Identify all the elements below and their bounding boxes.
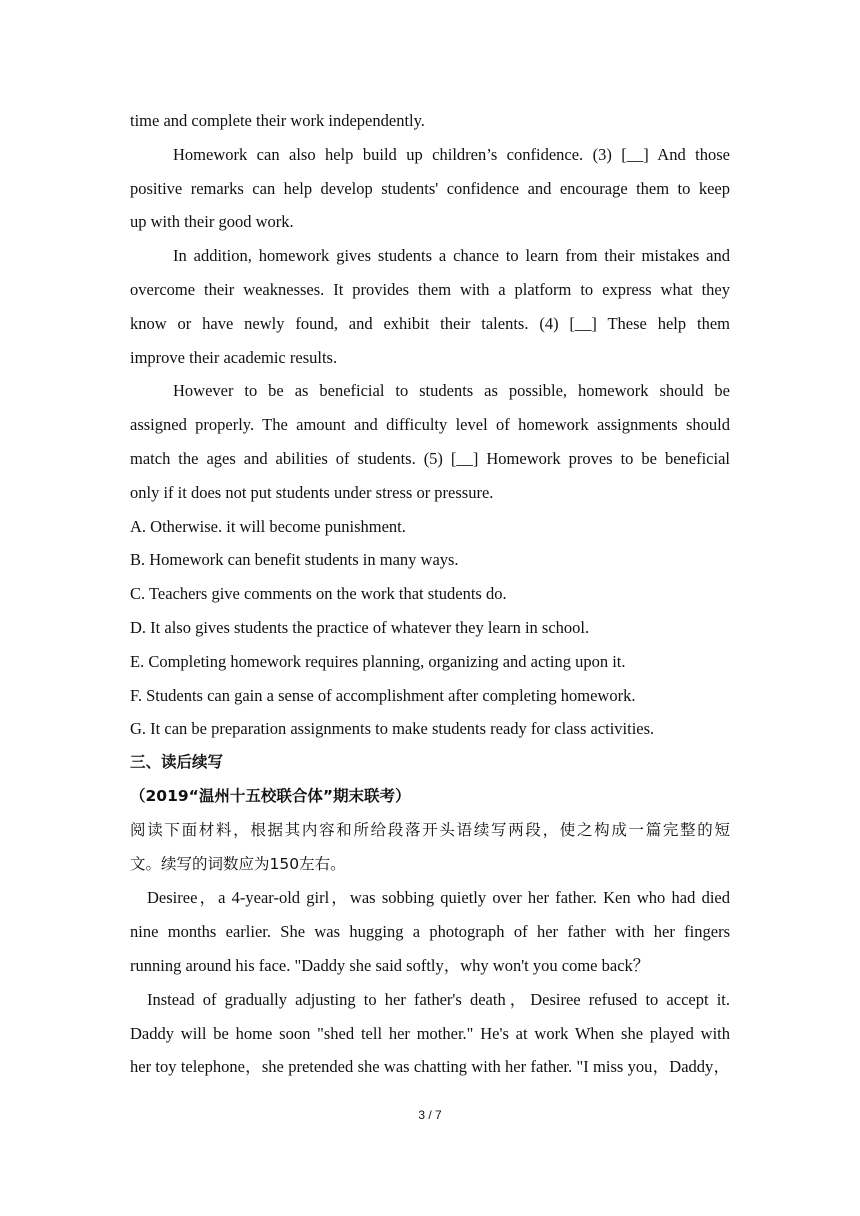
story-line: running around his face. "Daddy she said softly，why won't you come back？ [130,955,650,975]
passage-line: improve their academic results. [130,347,338,367]
passage-line: However to be as beneficial to students as possible, homework should be [173,381,730,401]
passage-line: positive remarks can help develop students' confidence and encourage them to keep [130,178,730,198]
passage-line: only if it does not put students under stress or pressure. [130,482,494,502]
option-b: B. Homework can benefit students in many ways. [130,550,459,570]
section-source: （2019“温州十五校联合体”期末联考） [130,786,411,805]
story-line: her toy telephone，she pretended she was chatting with her father. "I miss you，Daddy， [130,1057,730,1077]
instruction-line: 阅读下面材料，根据其内容和所给段落开头语续写两段，使之构成一篇完整的短 [130,820,730,839]
story-line: Instead of gradually adjusting to her father's death，Desiree refused to accept it. [147,989,730,1009]
story-line: Daddy will be home soon "shed tell her mother." He's at work When she played with [130,1023,730,1043]
passage-line: up with their good work. [130,212,294,232]
option-d: D. It also gives students the practice of whatever they learn in school. [130,617,590,637]
passage-line: assigned properly. The amount and difficulty level of homework assignments should [130,415,730,435]
passage-line: Homework can also help build up children’s confidence. (3) [__] And those [173,144,730,164]
passage-line: In addition, homework gives students a chance to learn from their mistakes and [173,246,730,266]
instruction-line: 文。续写的词数应为150左右。 [130,854,346,873]
page-content [130,104,730,1084]
option-e: E. Completing homework requires planning, organizing and acting upon it. [130,651,626,671]
passage-line: match the ages and abilities of students. (5) [__] Homework proves to be beneficial [130,448,730,468]
option-c: C. Teachers give comments on the work that students do. [130,584,507,604]
option-a: A. Otherwise. it will become punishment. [130,516,406,536]
section-heading: 三、读后续写 [130,753,224,772]
option-g: G. It can be preparation assignments to make students ready for class activities. [130,719,655,739]
passage-line: time and complete their work independently. [130,111,425,130]
story-line: Desiree，a 4-year-old girl，was sobbing quietly over her father. Ken who had died [147,888,730,908]
page-number: 3 / 7 [418,1108,442,1122]
option-f: F. Students can gain a sense of accomplishment after completing homework. [130,685,636,705]
passage-line: know or have newly found, and exhibit their talents. (4) [__] These help them [130,313,730,333]
story-line: nine months earlier. She was hugging a photograph of her father with her fingers [130,922,730,942]
passage-line: overcome their weaknesses. It provides them with a platform to express what they [130,279,730,299]
